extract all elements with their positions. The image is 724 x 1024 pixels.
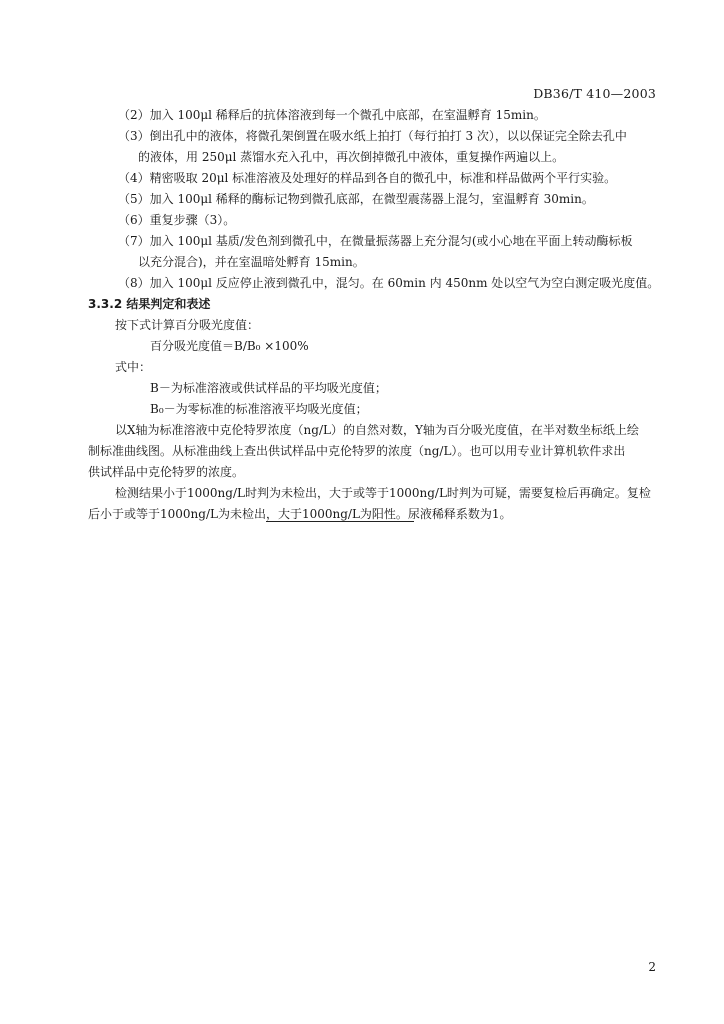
step-3-line-1: （3）倒出孔中的液体，将微孔架倒置在吸水纸上拍打（每行拍打 3 次），以以保证完全除去孔中 bbox=[118, 129, 627, 143]
result-paragraph-line-2: 后小于或等于1000ng/L为未检出，大于1000ng/L为阳性。尿液稀释系数为1。 bbox=[88, 507, 512, 521]
section-heading: 3.3.2 结果判定和表述 bbox=[88, 297, 211, 311]
curve-paragraph-line-2: 制标准曲线图。从标准曲线上查出供试样品中克伦特罗的浓度（ng/L）。也可以用专业计算机软件求出 bbox=[88, 444, 626, 458]
page-number: 2 bbox=[648, 960, 656, 974]
step-4-line-1: （4）精密吸取 20μl 标准溶液及处理好的样品到各自的微孔中，标准和样品做两个平行实验。 bbox=[118, 171, 617, 185]
standard-code: DB36/T 410—2003 bbox=[533, 86, 656, 101]
step-7-line-1: （7）加入 100μl 基质/发色剂到微孔中，在微量振荡器上充分混匀(或小心地在平面上转动酶标板 bbox=[118, 234, 633, 248]
curve-paragraph-line-1: 以X轴为标准溶液中克伦特罗浓度（ng/L）的自然对数，Y轴为百分吸光度值，在半对数坐标纸上绘 bbox=[115, 423, 639, 437]
result-paragraph-line-1: 检测结果小于1000ng/L时判为未检出，大于或等于1000ng/L时判为可疑，需要复检后再确定。复检 bbox=[115, 486, 651, 500]
step-7-line-2: 以充分混合)，并在室温暗处孵育 15min。 bbox=[138, 255, 365, 269]
formula-intro: 按下式计算百分吸光度值： bbox=[115, 318, 260, 332]
variable-b0: B₀－为零标准的标准溶液平均吸光度值； bbox=[150, 402, 368, 416]
step-6-line-1: （6）重复步骤（3）。 bbox=[118, 213, 236, 227]
step-2-line-1: （2）加入 100μl 稀释后的抗体溶液到每一个微孔中底部，在室温孵育 15min。 bbox=[118, 108, 546, 122]
curve-paragraph-line-3: 供试样品中克伦特罗的浓度。 bbox=[88, 465, 245, 479]
step-5-line-1: （5）加入 100μl 稀释的酶标记物到微孔底部，在微型震荡器上混匀，室温孵育 30min。 bbox=[118, 192, 594, 206]
where-label: 式中： bbox=[115, 360, 152, 374]
end-rule bbox=[266, 521, 414, 522]
step-3-line-2: 的液体，用 250μl 蒸馏水充入孔中，再次倒掉微孔中液体，重复操作两遍以上。 bbox=[138, 150, 565, 164]
step-8-line-1: （8）加入 100μl 反应停止液到微孔中，混匀。在 60min 内 450nm 处以空气为空白测定吸光度值。 bbox=[118, 276, 660, 290]
formula: 百分吸光度值＝B/B₀ ×100% bbox=[150, 339, 309, 353]
variable-b: B－为标准溶液或供试样品的平均吸光度值； bbox=[150, 381, 387, 395]
